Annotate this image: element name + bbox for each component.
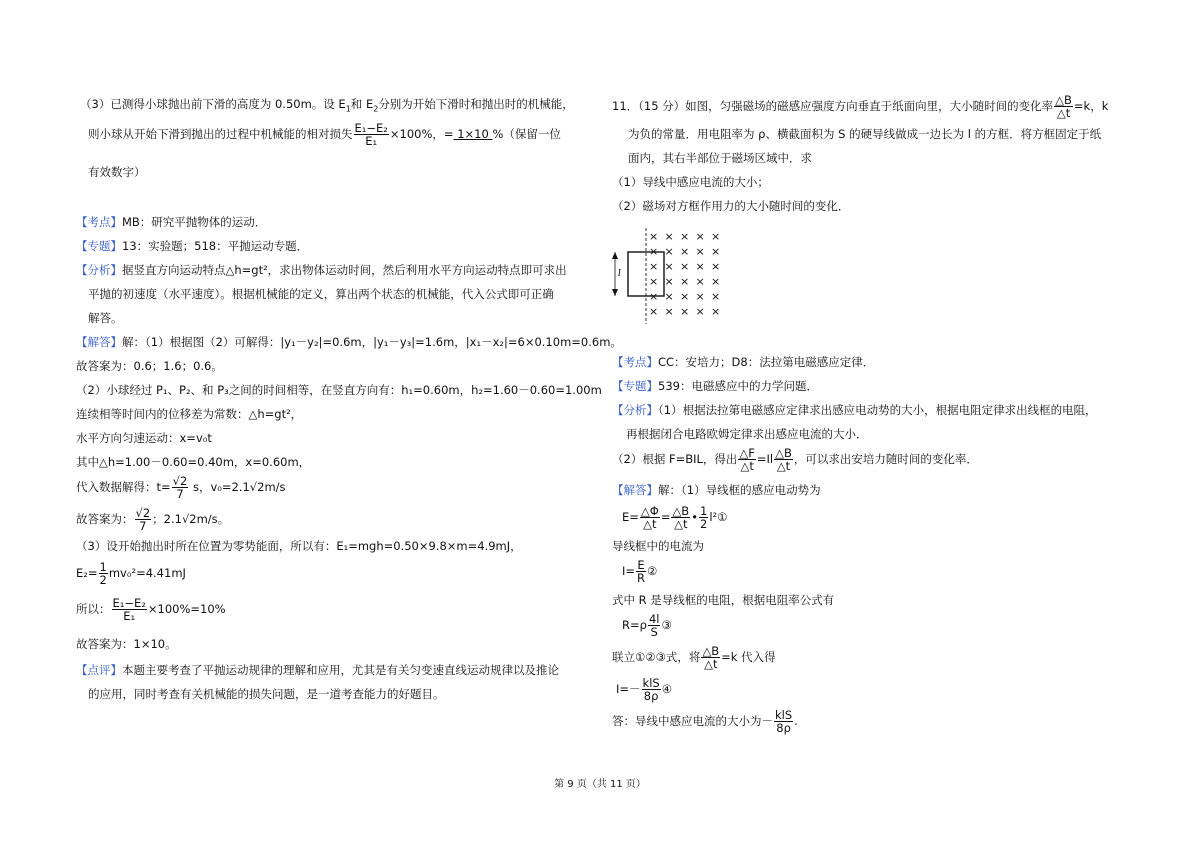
field-x-mark: ×	[711, 245, 721, 258]
loss-fraction: $\frac{\text{E₁−E₂}}{\text{E₁}}$	[354, 121, 388, 148]
length-label: l	[618, 269, 621, 279]
fenxi-right-1: 【分析】（1）根据法拉第电磁感应定律求出感应电动势的大小，根据电阻定律求出线框的电阻，	[612, 403, 1097, 417]
part2-line5: 代入数据解得：t= $\frac{√2}{7}$ s，v₀=2.1√2m/s	[76, 474, 286, 501]
field-x-mark: ×	[711, 275, 721, 288]
q3-line1: （3）已测得小球抛出前下滑的高度为 0.50m。设 $E_1$和 $E_2$分别为开始下滑时和抛出时的机械能，	[80, 97, 574, 114]
q11-line5: （2）磁场对方框作用力的大小随时间的变化．	[612, 199, 850, 213]
field-x-mark: ×	[664, 305, 674, 318]
magnetic-field-figure	[608, 226, 738, 326]
fenxi-left-2: 平抛的初速度（水平速度）。根据机械能的定义，算出两个状态的机械能，代入公式即可正确	[88, 287, 554, 301]
fenxi-right-3: （2）根据 F=BIL，得出 $\frac{\triangle F}{\triangle t}$ =Il $\frac{\triangle B}{\triangle t}$ ，可以求出安培力随时间的变化率．	[612, 446, 978, 473]
zhuanti-left: 【专题】13：实验题；518：平抛运动专题．	[76, 239, 309, 253]
arrow-up	[612, 252, 618, 259]
jieda-right: 【解答】解：（1）导线框的感应电动势为	[612, 483, 821, 497]
page-footer: 第 9 页（共 11 页）	[554, 779, 646, 790]
fenxi-left-1: 【分析】据竖直方向运动特点△h=gt²，求出物体运动时间，然后利用水平方向运动特点即可求出	[76, 263, 567, 277]
part2-line1: （2）小球经过 P₁、P₂、和 P₃之间的时间相等，在竖直方向有：h₁=0.60m，h₂=1.60－0.60=1.00m	[76, 383, 602, 397]
field-x-mark: ×	[695, 230, 705, 243]
arrow-down	[612, 289, 618, 296]
current-equation: I= $\frac{E}{R}$ ②	[622, 558, 658, 585]
q11-line4: （1）导线中感应电流的大小；	[612, 175, 769, 189]
field-x-mark: ×	[649, 260, 659, 273]
resistance-equation: R=ρ $\frac{4l}{S}$ ③	[622, 612, 672, 639]
part2-line4: 其中△h=1.00－0.60=0.40m，x=0.60m，	[76, 455, 311, 469]
zhuanti-right: 【专题】539：电磁感应中的力学问题．	[612, 379, 818, 393]
field-x-mark: ×	[649, 275, 659, 288]
fenxi-right-2: 再根据闭合电路欧姆定律求出感应电流的大小．	[626, 427, 868, 441]
part2-line3: 水平方向匀速运动：x=v₀t	[76, 431, 212, 445]
field-x-mark: ×	[664, 260, 674, 273]
part3-line3: 所以： $\frac{\text{E₁−E₂}}{\text{E₁}}$ ×100%=10%	[76, 596, 226, 623]
field-x-mark: ×	[695, 290, 705, 303]
field-x-marks	[649, 230, 720, 318]
field-x-mark: ×	[711, 230, 721, 243]
part3-line1: （3）设开始抛出时所在位置为零势能面，所以有：E₁=mgh=0.50×9.8×m=4.9mJ，	[76, 539, 522, 553]
answer-1: 故答案为：0.6；1.6；0.6。	[76, 359, 223, 373]
field-x-mark: ×	[664, 290, 674, 303]
field-x-mark: ×	[649, 290, 659, 303]
q11-line1: 11．（15 分）如图，匀强磁场的磁感应强度方向垂直于纸面向里，大小随时间的变化率 $\frac{\triangle B}{\triangle t}$ =k，k	[612, 93, 1109, 120]
fenxi-left-3: 解答。	[88, 311, 123, 325]
part3-line2: E₂= $\frac{1}{2}$ mv₀²=4.41mJ	[76, 560, 186, 587]
field-x-mark: ×	[680, 290, 690, 303]
kaodian-right: 【考点】CC：安培力；D8：法拉第电磁感应定律．	[612, 355, 875, 369]
field-x-mark: ×	[680, 230, 690, 243]
part2-line2: 连续相等时间内的位移差为常数：△h=gt²，	[76, 407, 303, 421]
q3-line2: 则小球从开始下滑到抛出的过程中机械能的相对损失 $\frac{\text{E₁−E₂}}{\text{E₁}}$ ×100%，= 1×10 %（保留一位	[88, 121, 561, 148]
field-x-mark: ×	[695, 245, 705, 258]
q11-line2: 为负的常量．用电阻率为 ρ、横截面积为 S 的硬导线做成一边长为 l 的方框．将方框固定于纸	[628, 127, 1102, 141]
final-answer: 答：导线中感应电流的大小为－ $\frac{\text{klS}}{8\rho}$ .	[612, 708, 798, 735]
q3-line3: 有效数字）	[88, 165, 146, 179]
part2-answer: 故答案为： $\frac{√2}{7}$ ；2.1√2m/s。	[76, 506, 230, 533]
field-x-mark: ×	[664, 275, 674, 288]
field-x-mark: ×	[711, 290, 721, 303]
dianping-2: 的应用，同时考查有关机械能的损失问题，是一道考查能力的好题目。	[88, 687, 445, 701]
current-result: I=－ $\frac{\text{klS}}{8\rho}$ ④	[616, 676, 672, 703]
field-x-mark: ×	[711, 260, 721, 273]
field-x-mark: ×	[680, 245, 690, 258]
field-x-mark: ×	[711, 305, 721, 318]
kaodian-left: 【考点】MB：研究平抛物体的运动．	[76, 215, 267, 229]
field-x-mark: ×	[680, 275, 690, 288]
field-x-mark: ×	[664, 230, 674, 243]
field-x-mark: ×	[695, 260, 705, 273]
q11-line3: 面内，其右半部位于磁场区域中．求	[628, 151, 812, 165]
field-x-mark: ×	[695, 305, 705, 318]
resistance-text: 式中 R 是导线框的电阻，根据电阻率公式有	[612, 593, 835, 607]
emf-equation: E= $\frac{\triangle\Phi}{\triangle t}$ = $\frac{\triangle B}{\triangle t}$ • $\frac{1}{2}$ l²①	[622, 504, 728, 531]
current-label: 导线框中的电流为	[612, 539, 704, 553]
field-x-mark: ×	[649, 245, 659, 258]
answer-3: 故答案为：1×10。	[76, 637, 177, 651]
combine-line: 联立①②③式，将 $\frac{\triangle B}{\triangle t}$ =k 代入得	[612, 644, 776, 671]
jieda-left: 【解答】解：（1）根据图（2）可解得：|y₁－y₂|=0.6m，|y₁－y₃|=1.6m，|x₁－x₂|=6×0.10m=0.6m。	[76, 335, 622, 349]
field-x-mark: ×	[680, 305, 690, 318]
dianping-1: 【点评】本题主要考查了平抛运动规律的理解和应用，尤其是有关匀变速直线运动规律以及推论	[76, 663, 559, 677]
field-x-mark: ×	[664, 245, 674, 258]
field-x-mark: ×	[649, 305, 659, 318]
field-x-mark: ×	[695, 275, 705, 288]
answer-blank: 1×10	[453, 127, 493, 141]
field-x-mark: ×	[680, 260, 690, 273]
field-x-mark: ×	[649, 230, 659, 243]
